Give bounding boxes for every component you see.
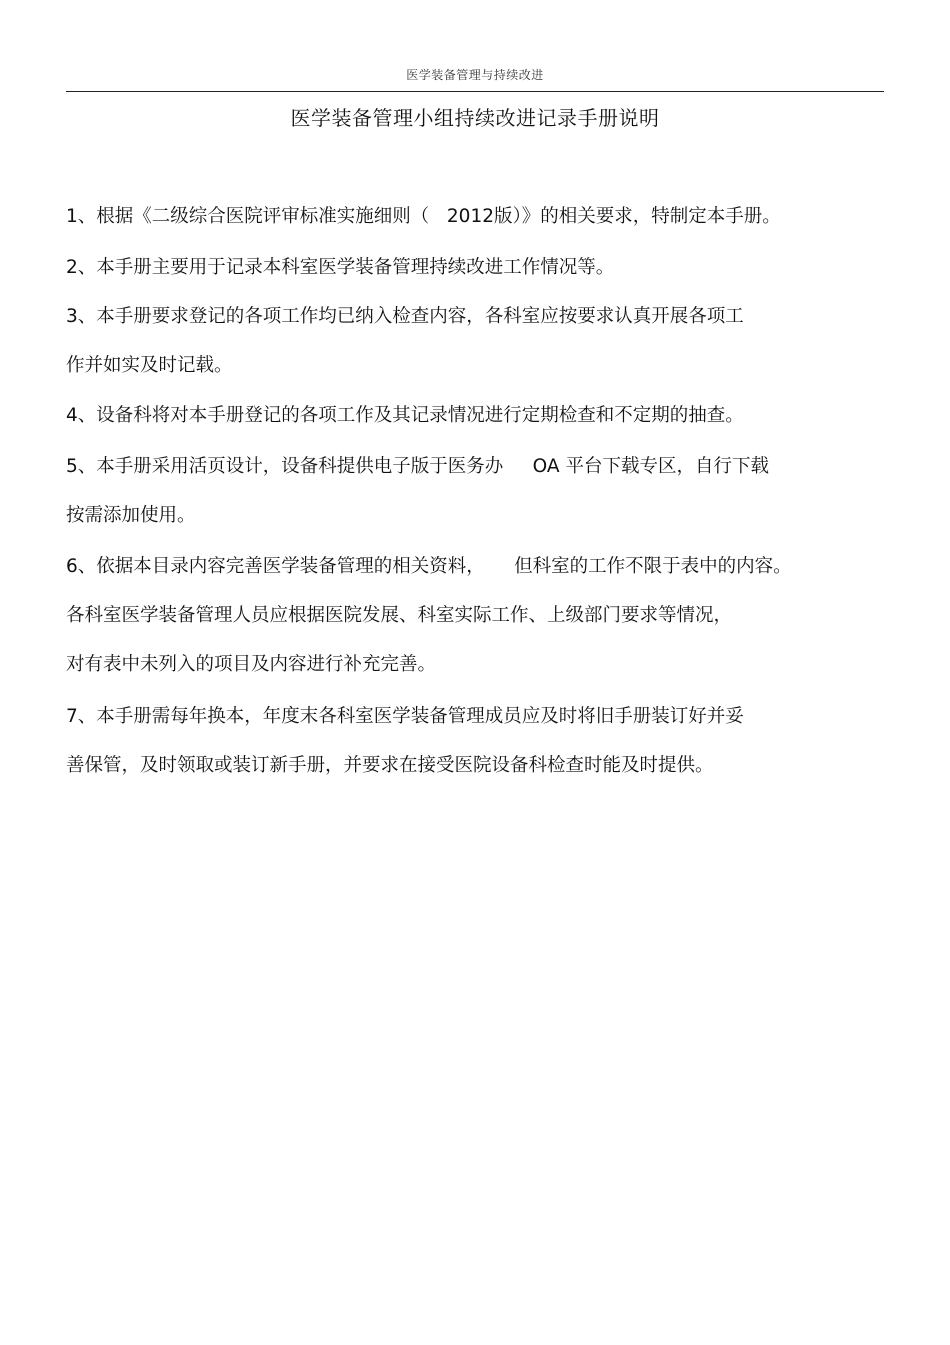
body-line-4: 作并如实及时记载。 <box>66 355 233 376</box>
document-title: 医学装备管理小组持续改进记录手册说明 <box>290 106 660 130</box>
body-line-11: 7、本手册需每年换本，年度末各科室医学装备管理成员应及时将旧手册装订好并妥 <box>66 706 744 727</box>
body-line-6: 5、本手册采用活页设计，设备科提供电子版于医务办 OA 平台下载专区，自行下载 <box>66 456 769 477</box>
body-line-9: 各科室医学装备管理人员应根据医院发展、科室实际工作、上级部门要求等情况， <box>66 605 733 626</box>
body-line-12: 善保管，及时领取或装订新手册，并要求在接受医院设备科检查时能及时提供。 <box>66 755 714 776</box>
body-line-5: 4、设备科将对本手册登记的各项工作及其记录情况进行定期检查和不定期的抽查。 <box>66 405 744 426</box>
body-line-1: 1、根据《二级综合医院评审标准实施细则（ 2012版）》的相关要求，特制定本手册。 <box>66 206 781 227</box>
body-line-10: 对有表中未列入的项目及内容进行补充完善。 <box>66 654 437 675</box>
header-divider <box>66 91 884 92</box>
body-line-7: 按需添加使用。 <box>66 505 196 526</box>
body-line-3: 3、本手册要求登记的各项工作均已纳入检查内容，各科室应按要求认真开展各项工 <box>66 306 744 327</box>
body-line-8: 6、依据本目录内容完善医学装备管理的相关资料， 但科室的工作不限于表中的内容。 <box>66 556 792 577</box>
running-header: 医学装备管理与持续改进 <box>406 68 544 82</box>
body-line-2: 2、本手册主要用于记录本科室医学装备管理持续改进工作情况等。 <box>66 257 615 278</box>
